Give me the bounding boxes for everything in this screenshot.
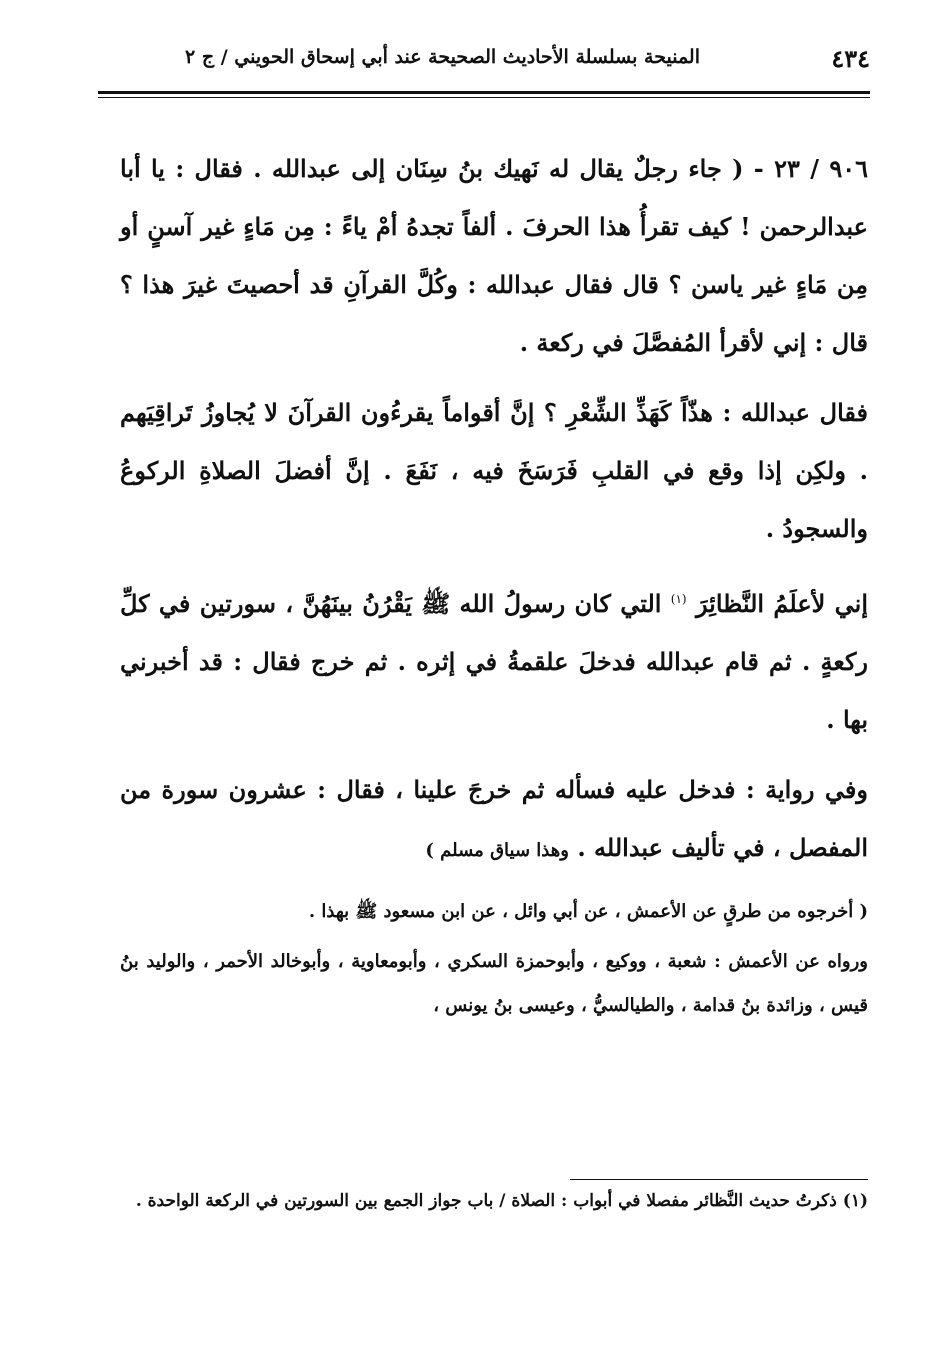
takhrij-paragraph: ( أخرجوه من طرقٍ عن الأعمش ، عن أبي وائل ، عن ابن مسعود ﷺ بهذا . xyxy=(308,901,868,922)
footnote-separator xyxy=(570,1179,868,1180)
hadith-paragraph-1: ٩٠٦ / ٢٣ - ( جاء رجلٌ يقال له نَهيك بنُ سِنَان إلى عبدالله . فقال : يا أبا عبدالرحمن ! كيف تقرأُ هذا الحرفَ . ألفاً تجدهُ أمْ ياءً : مِن مَاءٍ غير آسنٍ أو مِن مَاءٍ غير ياسن ؟ قال فقال عبدالله : وكُلَّ القرآنِ قد أحصيتَ غيرَ هذا ؟ قال : إني لأقرأ المُفصَّلَ في ركعة . xyxy=(120,154,869,357)
paragraph-3-rest: التي كان رسولُ الله ﷺ يَقْرُنُ بينَهُنَّ ، سورتين في كلِّ ركعةٍ . ثم قام عبدالله فدخلَ علقمةُ في إثره . ثم خرج فقال : قد أخبرني بها . xyxy=(120,589,868,734)
hadith-paragraph-3 xyxy=(120,570,868,749)
footnote-reference[interactable]: (١) xyxy=(670,592,687,606)
riwaya-text: وفي رواية : فدخل عليه فسأله ثم خرجَ علينا ، فقال : عشرون سورة من المفصل ، في تأليف عبدالله . xyxy=(120,775,868,862)
page-number: ٤٣٤ xyxy=(831,44,870,73)
hadith-paragraph-2: فقال عبدالله : هذّاً كَهَذِّ الشِّعْرِ ؟ إنَّ أقواماً يقرءُون القرآنَ لا يُجاوزُ تَراقِيَهم . ولكِن إذا وقع في القلبِ فَرَسَخَ فيه ، نَفَعَ . إنَّ أفضلَ الصلاةِ الركوعُ والسجودُ . xyxy=(120,398,868,543)
hadith-paragraph-4 xyxy=(120,761,868,880)
narrators-paragraph: ورواه عن الأعمش : شعبة ، ووكيع ، وأبوحمزة السكري ، وأبومعاوية ، وأبوخالد الأحمر ، والوليد بنُ قيس ، وزائدة بنُ قدامة ، والطيالسيُّ ، وعيسى بنُ يونس ، xyxy=(120,951,868,1016)
footnote-text: ذكرتُ حديث النَّظائر مفصلا في أبواب : الصلاة / باب جواز الجمع بين السورتين في الركعة الواحدة . xyxy=(135,1191,837,1211)
footnote-marker: (١) xyxy=(842,1191,868,1211)
main-text xyxy=(120,140,868,1028)
running-title: المنيحة بسلسلة الأحاديث الصحيحة عند أبي إسحاق الحويني / ج ٢ xyxy=(185,46,700,68)
footnote xyxy=(120,1183,868,1219)
header-rule-thick xyxy=(98,91,870,94)
page-header xyxy=(98,44,870,88)
header-rule-thin xyxy=(98,97,870,98)
paragraph-3-lead: إني لأعلَمُ النَّظائِرَ xyxy=(695,589,869,618)
siyaq-note: وهذا سياق مسلم ) xyxy=(425,840,569,861)
